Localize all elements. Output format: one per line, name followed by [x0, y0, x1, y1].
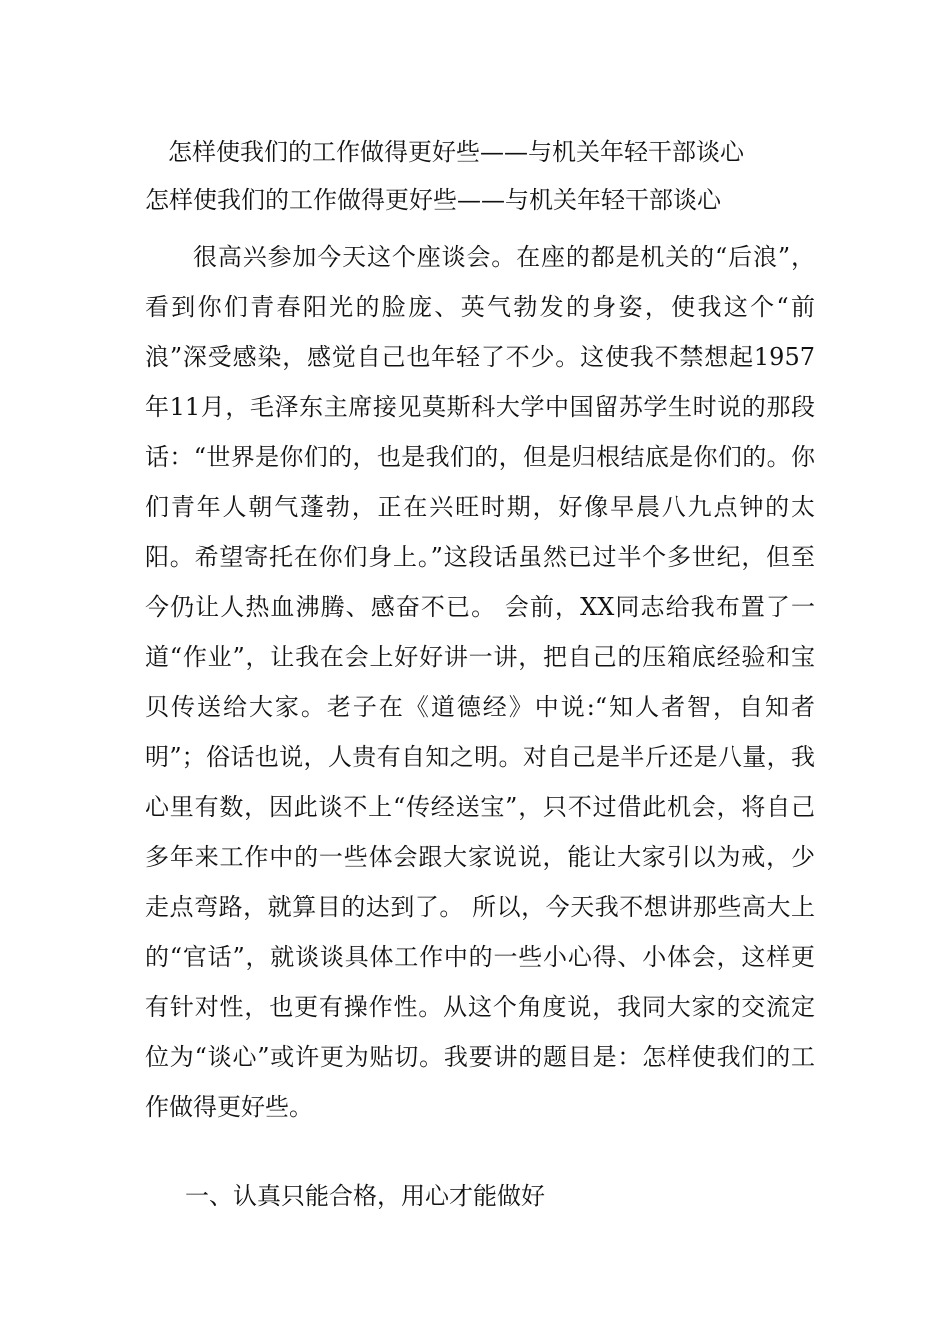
document-title: 怎样使我们的工作做得更好些——与机关年轻干部谈心	[168, 138, 744, 166]
body-paragraph: 很高兴参加今天这个座谈会。在座的都是机关的“后浪”，看到你们青春阳光的脸庞、英气勃发的身姿，使我这个“前浪”深受感染，感觉自己也年轻了不少。这使我不禁想起1957年11月，毛泽东主席接见莫斯科大学中国留苏学生时说的那段话：“世界是你们的，也是我们的，但是归根结底是你们的。你们青年人朝气蓬勃，正在兴旺时期，好像早晨八九点钟的太阳。希望寄托在你们身上。”这段话虽然已过半个多世纪，但至今仍让人热血沸腾、感奋不已。 会前，XX同志给我布置了一道“作业”，让我在会上好好讲一讲，把自己的压箱底经验和宝贝传送给大家。老子在《道德经》中说:“知人者智，自知者明”；俗话也说，人贵有自知之明。对自己是半斤还是八量，我心里有数，因此谈不上“传经送宝”，只不过借此机会，将自己多年来工作中的一些体会跟大家说说，能让大家引以为戒，少走点弯路，就算目的达到了。 所以，今天我不想讲那些高大上的“官话”，就谈谈具体工作中的一些小心得、小体会，这样更有针对性，也更有操作性。从这个角度说，我同大家的交流定位为“谈心”或许更为贴切。我要讲的题目是：怎样使我们的工作做得更好些。	[145, 243, 815, 1121]
section-heading: 一、认真只能合格，用心才能做好	[185, 1182, 545, 1210]
document-subtitle: 怎样使我们的工作做得更好些——与机关年轻干部谈心	[145, 186, 721, 214]
